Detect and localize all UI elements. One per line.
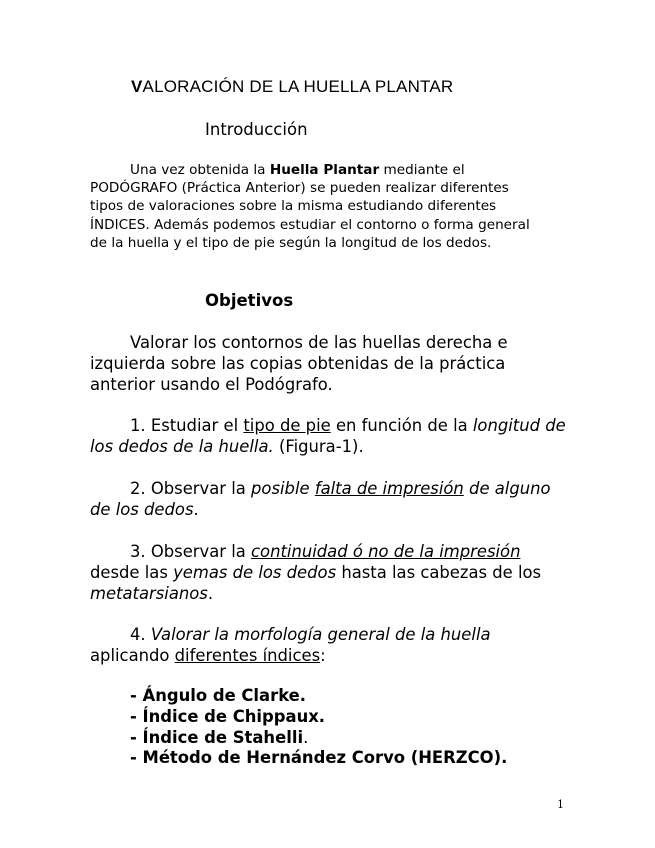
item3-italic-1: yemas de los dedos bbox=[173, 563, 337, 582]
index-trail: . bbox=[303, 727, 309, 747]
list-item bbox=[130, 707, 507, 728]
index-name: - Ángulo de Clarke. bbox=[130, 686, 306, 705]
item4-text-c: : bbox=[320, 646, 326, 665]
index-name: - Método de Hernández Corvo (HERZCO). bbox=[130, 748, 508, 768]
page-number: 1 bbox=[557, 798, 564, 811]
item3-text-d: . bbox=[207, 584, 214, 603]
item3-text-b: desde las bbox=[90, 563, 174, 582]
objective-item-3 bbox=[90, 541, 568, 604]
objective-item-2 bbox=[90, 478, 568, 520]
item3-italic-2: metatarsianos bbox=[90, 584, 208, 603]
item3-text-c: hasta las cabezas de los bbox=[336, 563, 542, 582]
item2-text-a: 2. Observar la bbox=[130, 479, 252, 498]
list-item bbox=[130, 748, 507, 769]
item4-underlined: diferentes índices bbox=[174, 646, 321, 665]
objectives-intro: Valorar los contornos de las huellas derecha e izquierda sobre las copias obtenidas de la práctica anterior usando el Podógrafo. bbox=[90, 333, 508, 394]
item1-text-c: (Figura-1). bbox=[273, 437, 364, 456]
item2-italic-2: de alguno de los dedos bbox=[90, 479, 551, 519]
item4-text-a: 4. bbox=[130, 625, 151, 644]
item1-underlined: tipo de pie bbox=[243, 416, 331, 435]
intro-paragraph bbox=[90, 161, 540, 252]
item2-underlined-italic: falta de impresión bbox=[314, 479, 464, 498]
objective-item-4 bbox=[90, 624, 568, 666]
objectives-heading: Objetivos bbox=[205, 291, 294, 310]
intro-text-start: Una vez obtenida la bbox=[130, 162, 270, 178]
index-name: - Índice de Chippaux. bbox=[130, 706, 326, 726]
list-item bbox=[130, 728, 507, 749]
intro-bold-term: Huella Plantar bbox=[269, 162, 380, 178]
item1-italic: longitud de los dedos de la huella. bbox=[90, 416, 566, 456]
index-name: - Índice de Stahelli bbox=[130, 727, 304, 747]
title-rest: ALORACIÓN DE LA HUELLA PLANTAR bbox=[142, 77, 454, 96]
item4-italic: Valorar la morfología general de la huella bbox=[150, 625, 491, 644]
item2-italic-1: posible bbox=[251, 479, 315, 498]
intro-text-end: mediante el PODÓGRAFO (Práctica Anterior) se pueden realizar diferentes tipos de valoraciones sobre la misma estudiando diferentes ÍNDICES. Además podemos estudiar el contorno o forma general de la huella y el tipo de pie según la longitud de los dedos. bbox=[90, 162, 530, 251]
document-title bbox=[131, 77, 453, 97]
list-item bbox=[130, 686, 507, 707]
item4-text-b: aplicando bbox=[90, 646, 175, 665]
indices-list bbox=[130, 686, 507, 769]
item3-text-a: 3. Observar la bbox=[130, 542, 252, 561]
item3-underlined-italic: continuidad ó no de la impresión bbox=[251, 542, 521, 561]
objective-item-1 bbox=[90, 415, 568, 457]
title-initial: V bbox=[131, 77, 143, 96]
intro-heading: Introducción bbox=[205, 120, 308, 139]
item1-text-a: 1. Estudiar el bbox=[130, 416, 244, 435]
item1-text-b: en función de la bbox=[330, 416, 473, 435]
item2-text-c: . bbox=[193, 500, 199, 519]
